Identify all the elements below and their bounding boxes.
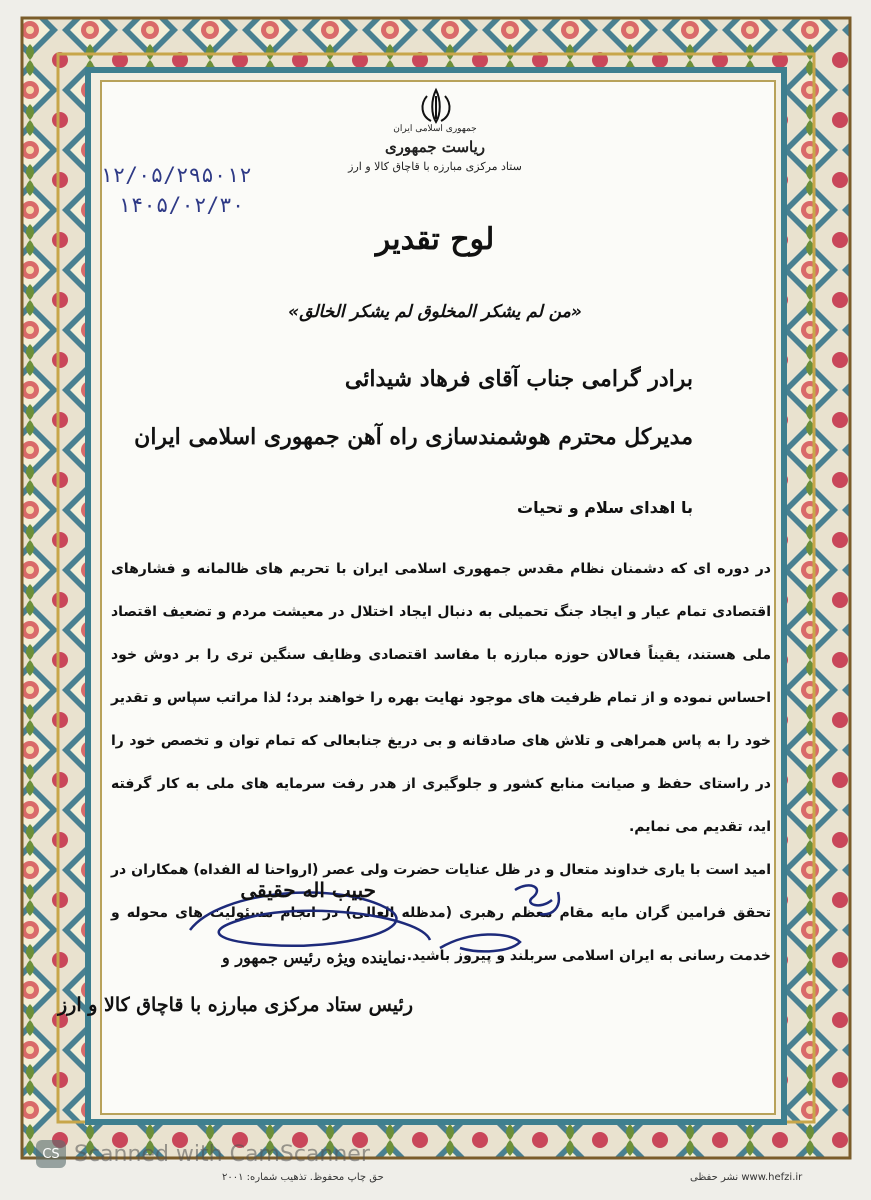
footer-publisher: www.hefzi.ir نشر حفظی [690,1172,803,1183]
certificate-title: لوح تقدیر [375,222,495,257]
body-paragraph-1: در دوره ای که دشمنان نظام مقدس جمهوری اسلامی ایران با تحریم های ظالمانه و فشارهای اقتصادی تمام عیار و ایجاد جنگ تحمیلی به دنبال ایجاد اختلال در معیشت مردم و تضعیف اقتصاد ملی هستند، یقیناً فعالان حوزه مبارزه با مفاسد اقتصادی وظایف سنگین تری را بر دوش خود احساس نموده و از تمام ظرفیت های موجود نهایت بهره را خواهند برد؛ لذا مراتب سپاس و تقدیر خود را به پاس همراهی و تلاش های صادقانه و بی دریغ جنابعالی که تمام توان و تخصص خود را در راستای حفظ و صیانت منابع کشور و جلوگیری از هدر رفت سرمایه های ملی به کار گرفته اید، تقدیم می نمایم. [111,561,771,835]
addressee-title: مدیرکل محترم هوشمندسازی راه آهن جمهوری اسلامی ایران [134,424,693,450]
emblem-icon [411,86,461,126]
signatory-role-2: رئیس ستاد مرکزی مبارزه با قاچاق کالا و ارز [57,994,413,1016]
signatory-name: حبیب اله حقیقی [240,878,376,902]
greeting: با اهدای سلام و تحیات [517,498,693,517]
header-country: جمهوری اسلامی ایران [393,124,477,134]
addressee-name: برادر گرامی جناب آقای فرهاد شیدائی [344,366,693,392]
body-paragraph-2: امید است با یاری خداوند متعال و در ظل عنایات حضرت ولی عصر (ارواحنا له الفداه) همکاران در تحقق فرامین گران مایه مقام معظم رهبری (مدظله العالی) در انجام مسئولیت های محوله و خدمت رسانی به ایران اسلامی سربلند و پیروز باشید. [111,862,771,964]
watermark-text: Scanned with CamScanner [74,1141,370,1167]
footer-copyright: حق چاپ محفوظ. تذهیب شماره: ۲۰۰۱ [222,1172,384,1183]
scanner-watermark [36,1137,466,1171]
header-organization: ستاد مرکزی مبارزه با قاچاق کالا و ارز [348,160,522,173]
reference-date: ۱۴۰۵/۰۲/۳۰ [118,193,245,217]
header-presidency: ریاست جمهوری [384,138,486,156]
camscanner-logo-icon: CS [36,1140,66,1168]
motto: «من لم یشکر المخلوق لم یشکر الخالق» [288,302,582,322]
signatory-role-1: نماینده ویژه رئیس جمهور و [222,948,406,967]
reference-number: ۱۲/۰۵/۲۹۵۰۱۲ [100,163,252,187]
